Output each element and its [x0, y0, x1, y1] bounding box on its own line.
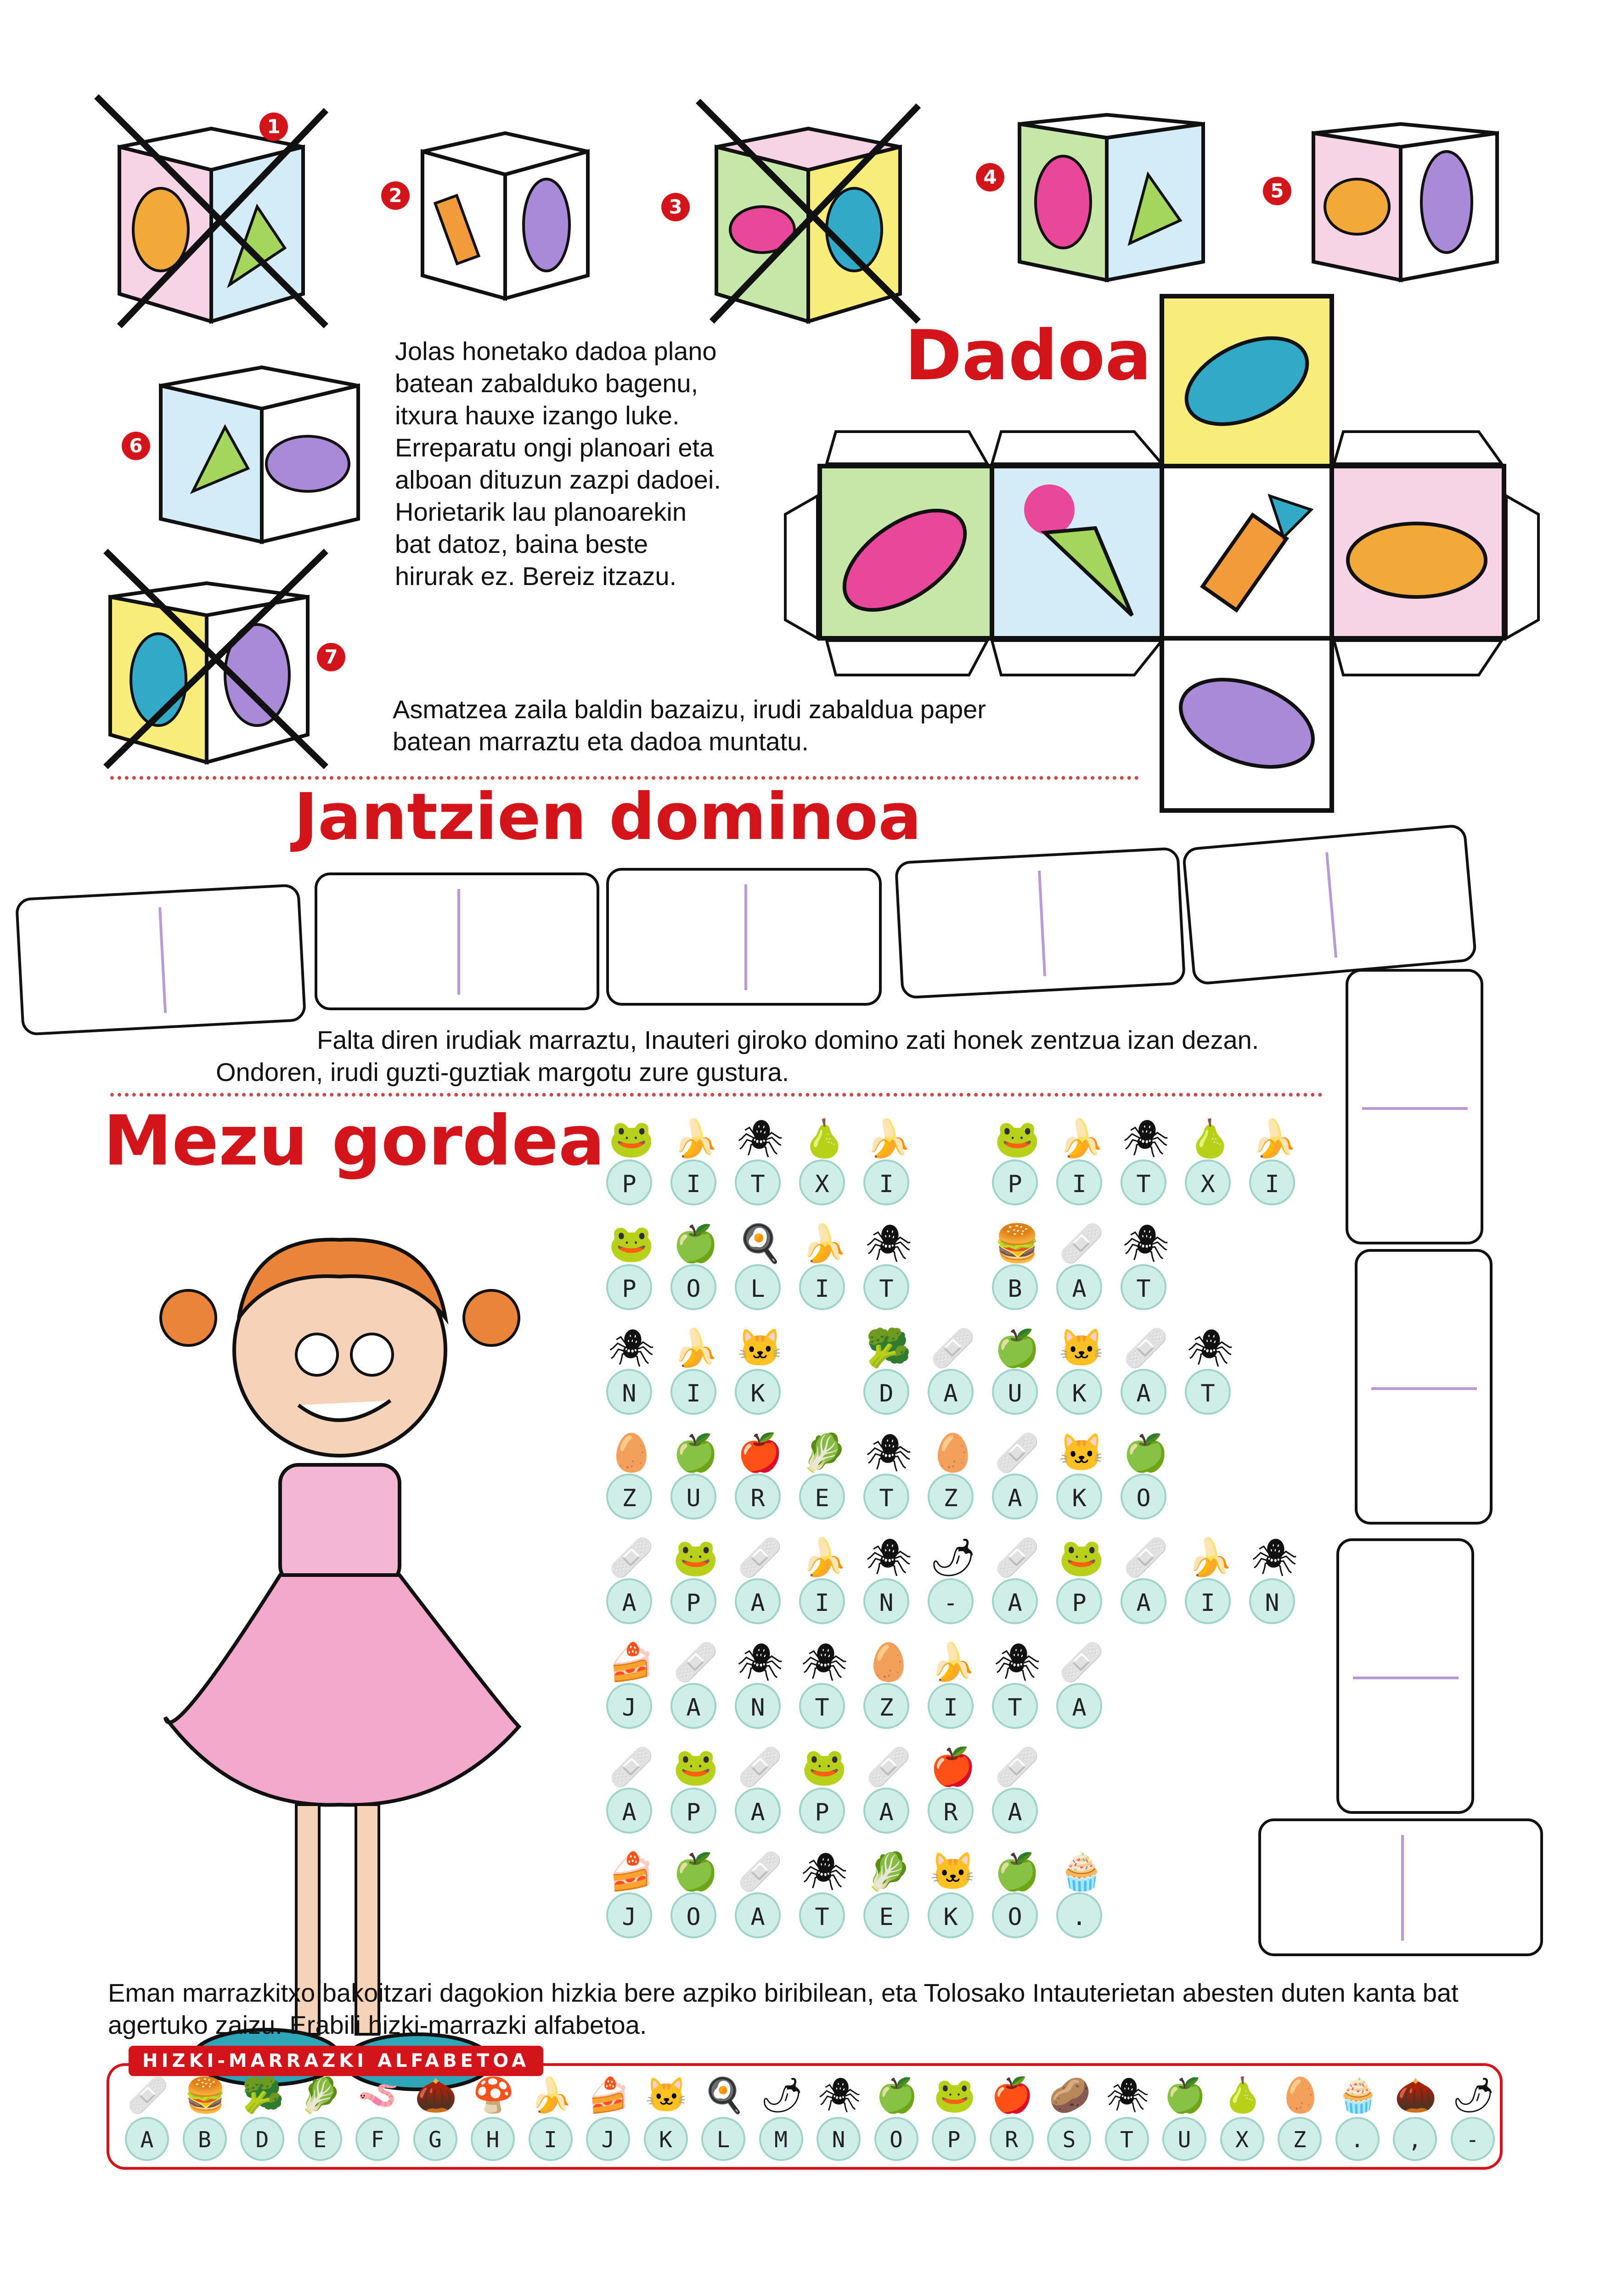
- letter-circle[interactable]: E: [799, 1474, 845, 1519]
- message-icon: 🕷: [994, 1642, 1041, 1683]
- letter-circle[interactable]: R: [735, 1474, 781, 1519]
- message-icon: 🐱: [930, 1851, 976, 1892]
- message-icon: 🐸: [801, 1746, 847, 1787]
- message-icon: 🕷: [865, 1537, 912, 1578]
- letter-circle[interactable]: P: [992, 1159, 1038, 1205]
- letter-circle[interactable]: P: [1056, 1578, 1102, 1624]
- die-6: [152, 349, 367, 551]
- letter-circle[interactable]: I: [928, 1683, 974, 1729]
- message-icon: 🍎: [737, 1432, 783, 1473]
- die-2: [413, 124, 597, 308]
- domino-tile-9: [1258, 1818, 1543, 1956]
- message-icon: 🥦: [866, 1328, 912, 1368]
- message-icon: 🐸: [673, 1746, 719, 1787]
- letter-circle[interactable]: K: [735, 1369, 781, 1415]
- alphabet-icon: 🍐: [1222, 2076, 1264, 2114]
- alphabet-letter: S: [1047, 2117, 1091, 2161]
- message-icon: 🕷: [737, 1118, 783, 1159]
- alphabet-icon: 🌰: [415, 2076, 457, 2114]
- alphabet-letter: B: [183, 2117, 227, 2161]
- domino-tile-5: [1182, 824, 1477, 986]
- mezu-title: Mezu gordea: [103, 1101, 605, 1181]
- message-icon: 🕷: [1122, 1223, 1169, 1264]
- letter-circle[interactable]: A: [735, 1788, 781, 1834]
- alphabet-icon: 🥬: [299, 2076, 342, 2114]
- message-icon: 🐸: [1059, 1537, 1104, 1578]
- letter-circle[interactable]: A: [1121, 1369, 1166, 1415]
- die-5: [1304, 115, 1506, 289]
- letter-circle[interactable]: -: [928, 1578, 974, 1624]
- message-icon: 🍌: [801, 1223, 847, 1264]
- domino-tile-4: [895, 847, 1186, 999]
- alphabet-letter: L: [701, 2117, 745, 2161]
- letter-circle[interactable]: R: [928, 1788, 974, 1834]
- letter-circle[interactable]: I: [1056, 1159, 1102, 1205]
- message-icon: 🩹: [866, 1746, 912, 1787]
- message-icon: 🍌: [673, 1118, 719, 1159]
- domino-title: Jantzien dominoa: [294, 780, 922, 855]
- domino-tile-8: [1336, 1538, 1474, 1814]
- letter-circle[interactable]: A: [606, 1578, 652, 1624]
- message-icon: 🐸: [673, 1537, 719, 1578]
- letter-circle[interactable]: P: [799, 1788, 845, 1834]
- letter-circle[interactable]: T: [863, 1474, 909, 1519]
- alphabet-letter: F: [355, 2117, 400, 2161]
- letter-circle[interactable]: D: [863, 1369, 909, 1415]
- message-icon: 🩹: [608, 1537, 654, 1578]
- letter-circle[interactable]: I: [1249, 1159, 1295, 1205]
- die-badge-6: 6: [122, 432, 150, 460]
- letter-circle[interactable]: T: [1185, 1369, 1231, 1415]
- message-icon: 🥚: [930, 1432, 976, 1473]
- letter-circle[interactable]: I: [863, 1159, 909, 1205]
- letter-circle[interactable]: X: [799, 1159, 845, 1205]
- alphabet-letter: -: [1451, 2117, 1495, 2161]
- message-icon: 🩹: [737, 1746, 783, 1787]
- letter-circle[interactable]: A: [735, 1892, 781, 1938]
- message-icon: 🕷: [865, 1432, 912, 1473]
- domino-tile-7: [1355, 1249, 1493, 1525]
- alphabet-icon: 🕷: [818, 2076, 861, 2114]
- message-icon: 🩹: [1123, 1328, 1169, 1368]
- die-3: [689, 92, 928, 331]
- die-badge-4: 4: [976, 163, 1004, 191]
- letter-circle[interactable]: I: [799, 1264, 845, 1310]
- alphabet-letter: A: [125, 2117, 169, 2161]
- die-badge-2: 2: [381, 181, 410, 210]
- message-icon: 🥚: [608, 1432, 654, 1473]
- letter-circle[interactable]: Z: [863, 1683, 909, 1729]
- alphabet-letter: H: [471, 2117, 515, 2161]
- message-icon: 🩹: [608, 1746, 654, 1787]
- letter-circle[interactable]: A: [992, 1474, 1038, 1519]
- message-icon: 🩹: [994, 1746, 1040, 1787]
- alphabet-icon: 🪱: [357, 2076, 400, 2114]
- letter-circle[interactable]: T: [1121, 1264, 1166, 1310]
- message-icon: 🐸: [608, 1223, 654, 1264]
- message-icon: 🩹: [737, 1851, 783, 1892]
- message-icon: 🍏: [994, 1328, 1040, 1368]
- die-7: [96, 542, 335, 771]
- message-icon: 🩹: [994, 1537, 1040, 1578]
- message-icon: 🍎: [930, 1746, 976, 1787]
- message-icon: 🍳: [737, 1223, 783, 1264]
- message-icon: 🩹: [994, 1432, 1040, 1473]
- message-icon: 🕷: [801, 1642, 848, 1683]
- alphabet-icon: 🍔: [184, 2076, 227, 2114]
- letter-circle[interactable]: N: [606, 1369, 652, 1415]
- letter-circle[interactable]: O: [1121, 1474, 1166, 1519]
- message-icon: 🩹: [1059, 1642, 1104, 1683]
- letter-circle[interactable]: Z: [928, 1474, 974, 1519]
- letter-circle[interactable]: A: [1056, 1683, 1102, 1729]
- message-icon: 🍏: [673, 1432, 719, 1473]
- die-badge-5: 5: [1263, 177, 1291, 205]
- alphabet-letter: I: [529, 2117, 573, 2161]
- alphabet-icon: 🐱: [645, 2076, 688, 2114]
- alphabet-icon: 🍌: [530, 2076, 573, 2114]
- alphabet-letter: Z: [1278, 2117, 1322, 2161]
- message-icon: 🐱: [737, 1328, 783, 1368]
- die-4: [1010, 106, 1212, 289]
- alphabet-label: HIZKI-MARRAZKI ALFABETOA: [129, 2046, 543, 2076]
- letter-circle[interactable]: .: [1056, 1892, 1102, 1938]
- message-icon: 🕷: [1122, 1118, 1169, 1159]
- alphabet-icon: 🍎: [991, 2076, 1034, 2114]
- message-icon: 🍌: [930, 1642, 976, 1683]
- letter-circle[interactable]: A: [992, 1788, 1038, 1834]
- letter-circle[interactable]: T: [799, 1892, 845, 1938]
- message-icon: 🍏: [673, 1851, 719, 1892]
- message-icon: 🩹: [673, 1642, 719, 1683]
- letter-circle[interactable]: P: [606, 1264, 652, 1310]
- divider-2: [110, 1093, 1323, 1097]
- message-icon: 🕷: [1251, 1537, 1298, 1578]
- die-badge-7: 7: [317, 643, 345, 671]
- letter-circle[interactable]: P: [606, 1159, 652, 1205]
- alphabet-letter: P: [932, 2117, 976, 2161]
- mezu-instructions: Eman marrazkitxo bakoitzari dagokion hizkia bere azpiko biribilean, eta Tolosako Intauterietan abesten duten kanta bat agertuko zaizu. Erabili hizki-marrazki alfabetoa.: [108, 1978, 1459, 2039]
- message-icon: 🩹: [1123, 1537, 1169, 1578]
- alphabet-letter: D: [240, 2117, 284, 2161]
- alphabet-icon: 🐸: [933, 2076, 976, 2114]
- letter-circle[interactable]: P: [670, 1578, 716, 1624]
- letter-circle[interactable]: J: [606, 1683, 652, 1729]
- letter-circle[interactable]: L: [735, 1264, 781, 1310]
- message-icon: 🐱: [1059, 1328, 1104, 1368]
- letter-circle[interactable]: K: [1056, 1474, 1102, 1519]
- message-icon: 🍏: [1123, 1432, 1169, 1473]
- message-icon: 🩹: [1059, 1223, 1104, 1264]
- alphabet-icon: 🌰: [1394, 2076, 1437, 2114]
- message-icon: 🕷: [865, 1223, 912, 1264]
- alphabet-letter: .: [1335, 2117, 1380, 2161]
- alphabet-letter: M: [759, 2117, 803, 2161]
- alphabet-letter: K: [644, 2117, 688, 2161]
- alphabet-icon: 🍏: [1164, 2076, 1207, 2114]
- letter-circle[interactable]: X: [1185, 1159, 1231, 1205]
- letter-circle[interactable]: A: [863, 1788, 909, 1834]
- letter-circle[interactable]: A: [1056, 1264, 1102, 1310]
- message-icon: 🐸: [994, 1118, 1040, 1159]
- letter-circle[interactable]: J: [606, 1892, 652, 1938]
- letter-circle[interactable]: E: [863, 1892, 909, 1938]
- alphabet-icon: 🥚: [1279, 2076, 1322, 2114]
- message-icon: 🩹: [930, 1328, 976, 1368]
- letter-circle[interactable]: K: [1056, 1369, 1102, 1415]
- letter-circle[interactable]: A: [992, 1578, 1038, 1624]
- letter-circle[interactable]: U: [992, 1369, 1038, 1415]
- alphabet-letter: J: [586, 2117, 630, 2161]
- domino-tile-6: [1346, 969, 1483, 1244]
- letter-circle[interactable]: K: [928, 1892, 974, 1938]
- message-icon: 🕷: [608, 1328, 655, 1368]
- alphabet-icon: 🥔: [1048, 2076, 1092, 2114]
- letter-circle[interactable]: A: [735, 1578, 781, 1624]
- die-badge-1: 1: [259, 113, 288, 141]
- message-icon: 🍏: [673, 1223, 719, 1264]
- letter-circle[interactable]: O: [992, 1892, 1038, 1938]
- dadoa-instructions: Jolas honetako dadoa plano batean zabalduko bagenu, itxura hauxe izango luke. Erreparatu ongi planoari eta alboan dituzun zazpi dadoei. Horietarik lau planoarekin bat datoz, baina beste hirurak ez. Bereiz itzazu.: [395, 337, 721, 591]
- alphabet-icon: 🍏: [876, 2076, 918, 2114]
- letter-circle[interactable]: T: [992, 1683, 1038, 1729]
- alphabet-icon: 🍳: [703, 2076, 746, 2114]
- domino-instructions: Falta diren irudiak marraztu, Inauteri giroko domino zati honek zentzua izan dezan. Ondoren, irudi guzti-guztiak margotu zure gustura.: [216, 1025, 1259, 1086]
- message-icon: 🐸: [608, 1118, 654, 1159]
- dadoa-hint: Asmatzea zaila baldin bazaizu, irudi zabaldua paper batean marraztu eta dadoa muntatu.: [393, 695, 986, 756]
- letter-circle[interactable]: T: [799, 1683, 845, 1729]
- message-icon: 🧁: [1059, 1851, 1104, 1892]
- alphabet-icon: 🌶: [760, 2076, 804, 2114]
- net-flaps: [776, 427, 1548, 684]
- alphabet-letter: U: [1162, 2117, 1206, 2161]
- message-icon: 🕷: [737, 1642, 783, 1683]
- letter-circle[interactable]: A: [928, 1369, 974, 1415]
- letter-circle[interactable]: N: [735, 1683, 781, 1729]
- message-icon: 🍌: [1251, 1118, 1297, 1159]
- divider-1: [110, 776, 1139, 780]
- message-icon: 🥬: [866, 1851, 912, 1892]
- letter-circle[interactable]: N: [863, 1578, 909, 1624]
- letter-circle[interactable]: I: [799, 1578, 845, 1624]
- message-icon: 🌶: [929, 1537, 976, 1578]
- letter-circle[interactable]: T: [863, 1264, 909, 1310]
- message-icon: 🍐: [1187, 1118, 1233, 1159]
- letter-circle[interactable]: P: [670, 1788, 716, 1834]
- message-icon: 🍰: [608, 1642, 654, 1683]
- alphabet-icon: 🍄: [472, 2076, 515, 2114]
- letter-circle[interactable]: U: [670, 1474, 716, 1519]
- letter-circle[interactable]: A: [606, 1788, 652, 1834]
- message-icon: 🕷: [801, 1851, 848, 1892]
- message-icon: 🍌: [1187, 1537, 1233, 1578]
- letter-circle[interactable]: A: [670, 1683, 716, 1729]
- alphabet-letter: E: [298, 2117, 342, 2161]
- dadoa-title: Dadoa: [905, 316, 1152, 396]
- letter-circle[interactable]: I: [670, 1369, 716, 1415]
- message-icon: 🍐: [801, 1118, 847, 1159]
- letter-circle[interactable]: N: [1249, 1578, 1295, 1624]
- letter-circle[interactable]: T: [1121, 1159, 1166, 1205]
- message-icon: 🥚: [866, 1642, 912, 1683]
- message-icon: 🍌: [1059, 1118, 1104, 1159]
- alphabet-icon: 🕷: [1106, 2076, 1149, 2114]
- letter-circle[interactable]: I: [1185, 1578, 1231, 1624]
- alphabet-icon: 🍰: [587, 2076, 631, 2114]
- alphabet-letter: G: [413, 2117, 457, 2161]
- message-icon: 🍌: [673, 1328, 719, 1368]
- alphabet-icon: 🌶: [1452, 2076, 1495, 2114]
- letter-circle[interactable]: Z: [606, 1474, 652, 1519]
- letter-circle[interactable]: I: [670, 1159, 716, 1205]
- alphabet-icon: 🥦: [242, 2076, 285, 2114]
- message-icon: 🥬: [801, 1432, 847, 1473]
- alphabet-icon: 🧁: [1337, 2076, 1380, 2114]
- alphabet-letter: O: [874, 2117, 918, 2161]
- message-icon: 🍰: [608, 1851, 654, 1892]
- message-icon: 🩹: [737, 1537, 783, 1578]
- domino-tile-1: [15, 884, 307, 1036]
- die-1: [92, 92, 331, 331]
- letter-circle[interactable]: B: [992, 1264, 1038, 1310]
- domino-tile-3: [606, 868, 882, 1006]
- message-icon: 🍌: [801, 1537, 847, 1578]
- alphabet-letter: N: [817, 2117, 861, 2161]
- letter-circle[interactable]: O: [670, 1892, 716, 1938]
- message-icon: 🍔: [994, 1223, 1040, 1264]
- domino-tile-2: [315, 872, 599, 1010]
- message-icon: 🐱: [1059, 1432, 1104, 1473]
- letter-circle[interactable]: A: [1121, 1578, 1166, 1624]
- alphabet-letter: T: [1105, 2117, 1149, 2161]
- message-icon: 🍏: [994, 1851, 1040, 1892]
- alphabet-icon: 🩹: [126, 2076, 169, 2114]
- die-badge-3: 3: [661, 193, 690, 221]
- message-icon: 🍌: [866, 1118, 912, 1159]
- alphabet-letter: ,: [1393, 2117, 1437, 2161]
- letter-circle[interactable]: O: [670, 1264, 716, 1310]
- letter-circle[interactable]: T: [735, 1159, 781, 1205]
- alphabet-letter: X: [1220, 2117, 1264, 2161]
- alphabet-letter: R: [990, 2117, 1034, 2161]
- message-icon: 🕷: [1187, 1328, 1234, 1368]
